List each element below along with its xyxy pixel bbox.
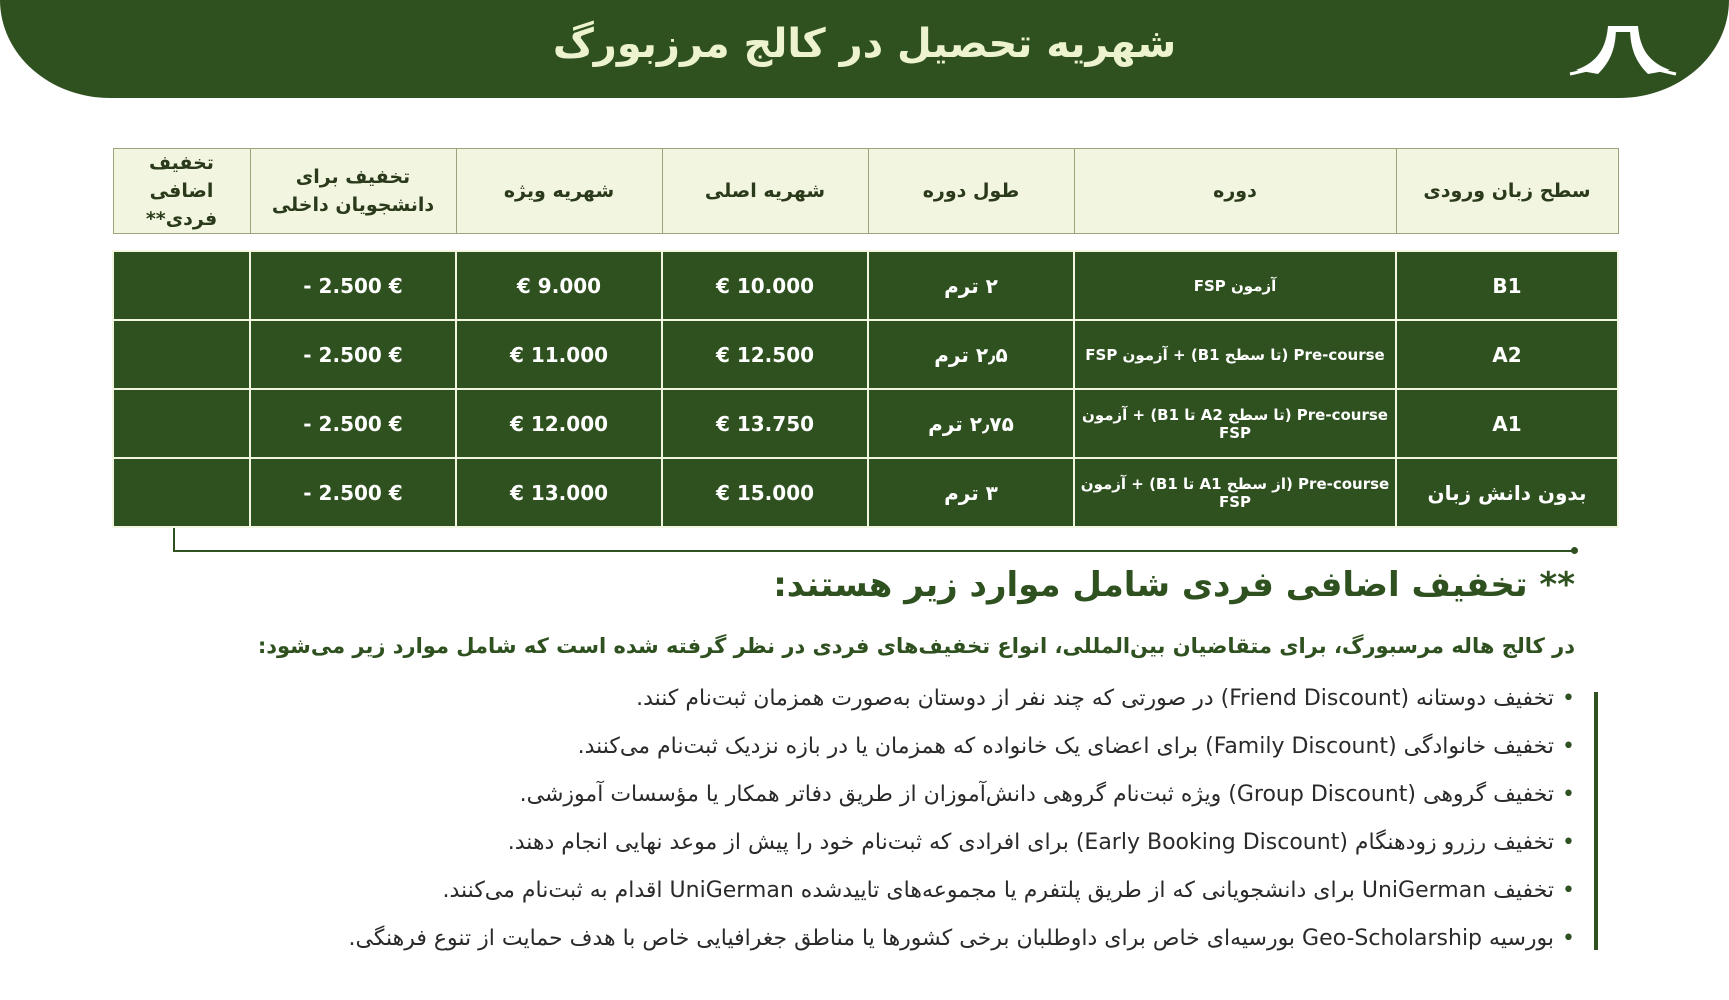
- cell-domestic-discount: - 2.500 €: [250, 320, 456, 389]
- cell-course: آزمون FSP: [1074, 251, 1396, 320]
- cell-special-fee: € 13.000: [456, 458, 662, 527]
- notes-title: ** تخفیف اضافی فردی شامل موارد زیر هستند:: [773, 565, 1575, 605]
- col-header-special-fee: شهریه ویژه: [456, 149, 662, 234]
- col-header-extra-discount: تخفیف اضافی فردی**: [113, 149, 250, 234]
- stylized-arch-logo-icon: [1568, 18, 1678, 78]
- table-spacer: [113, 234, 1618, 252]
- cell-domestic-discount: - 2.500 €: [250, 458, 456, 527]
- table-bracket-line: [173, 528, 1577, 552]
- cell-duration: ۲٫۵ ترم: [868, 320, 1074, 389]
- cell-duration: ۲ ترم: [868, 251, 1074, 320]
- col-header-level: سطح زبان ورودی: [1396, 149, 1618, 234]
- cell-base-fee: € 10.000: [662, 251, 868, 320]
- cell-duration: ۳ ترم: [868, 458, 1074, 527]
- cell-extra-discount: [113, 389, 250, 458]
- bullet-icon: •: [1562, 878, 1575, 903]
- cell-base-fee: € 13.750: [662, 389, 868, 458]
- cell-base-fee: € 15.000: [662, 458, 868, 527]
- notes-intro: در کالج هاله مرسبورگ، برای متقاضیان بین‌المللی، انواع تخفیف‌های فردی در نظر گرفته شده است که شامل موارد زیر می‌شود:: [257, 634, 1575, 658]
- cell-level: A2: [1396, 320, 1618, 389]
- cell-level: B1: [1396, 251, 1618, 320]
- cell-domestic-discount: - 2.500 €: [250, 389, 456, 458]
- list-item: •بورسیه Geo-Scholarship بورسیه‌ای خاص برای داوطلبان برخی کشورها یا مناطق جغرافیایی خاص با هدف حمایت از تنوع فرهنگی.: [155, 915, 1575, 963]
- list-item: •تخفیف خانوادگی (Family Discount) برای اعضای یک خانواده که همزمان یا در بازه نزدیک ثبت‌نام می‌کنند.: [155, 723, 1575, 771]
- discount-list: [155, 675, 1575, 963]
- cell-course: Pre-course (تا سطح A2 تا B1) + آزمون FSP: [1074, 389, 1396, 458]
- table-header-row: [113, 149, 1618, 234]
- cell-special-fee: € 11.000: [456, 320, 662, 389]
- cell-special-fee: € 12.000: [456, 389, 662, 458]
- bullet-icon: •: [1562, 926, 1575, 951]
- bullet-icon: •: [1562, 686, 1575, 711]
- cell-course: Pre-course (تا سطح B1) + آزمون FSP: [1074, 320, 1396, 389]
- list-item: •تخفیف گروهی (Group Discount) ویژه ثبت‌نام گروهی دانش‌آموزان از طریق دفاتر همکار یا مؤسسات آموزشی.: [155, 771, 1575, 819]
- cell-extra-discount: [113, 458, 250, 527]
- cell-level: بدون دانش زبان: [1396, 458, 1618, 527]
- bullet-icon: •: [1562, 830, 1575, 855]
- list-item: •تخفیف دوستانه (Friend Discount) در صورتی که چند نفر از دوستان به‌صورت همزمان ثبت‌نام کنند.: [155, 675, 1575, 723]
- col-header-base-fee: شهریه اصلی: [662, 149, 868, 234]
- cell-extra-discount: [113, 320, 250, 389]
- bullet-icon: •: [1562, 782, 1575, 807]
- cell-duration: ۲٫۷۵ ترم: [868, 389, 1074, 458]
- table-row: [113, 389, 1618, 458]
- col-header-course: دوره: [1074, 149, 1396, 234]
- col-header-duration: طول دوره: [868, 149, 1074, 234]
- table-row: [113, 251, 1618, 320]
- header-bar: [0, 0, 1729, 98]
- cell-level: A1: [1396, 389, 1618, 458]
- table-row: [113, 458, 1618, 527]
- list-item: •تخفیف UniGerman برای دانشجویانی که از طریق پلتفرم یا مجموعه‌های تاییدشده UniGerman اقدام به ثبت‌نام می‌کنند.: [155, 867, 1575, 915]
- cell-domestic-discount: - 2.500 €: [250, 251, 456, 320]
- list-item: •تخفیف رزرو زودهنگام (Early Booking Discount) برای افرادی که ثبت‌نام خود را پیش از موعد نهایی انجام دهند.: [155, 819, 1575, 867]
- cell-base-fee: € 12.500: [662, 320, 868, 389]
- bracket-end-dot: [1571, 547, 1578, 554]
- cell-course: Pre-course (از سطح A1 تا B1) + آزمون FSP: [1074, 458, 1396, 527]
- cell-special-fee: € 9.000: [456, 251, 662, 320]
- table-row: [113, 320, 1618, 389]
- notes-side-rule: [1594, 692, 1598, 950]
- bullet-icon: •: [1562, 734, 1575, 759]
- tuition-table: [112, 148, 1619, 528]
- col-header-domestic-discount: تخفیف برای دانشجویان داخلی: [250, 149, 456, 234]
- page-title: شهریه تحصیل در کالج مرزبورگ: [552, 21, 1177, 67]
- cell-extra-discount: [113, 251, 250, 320]
